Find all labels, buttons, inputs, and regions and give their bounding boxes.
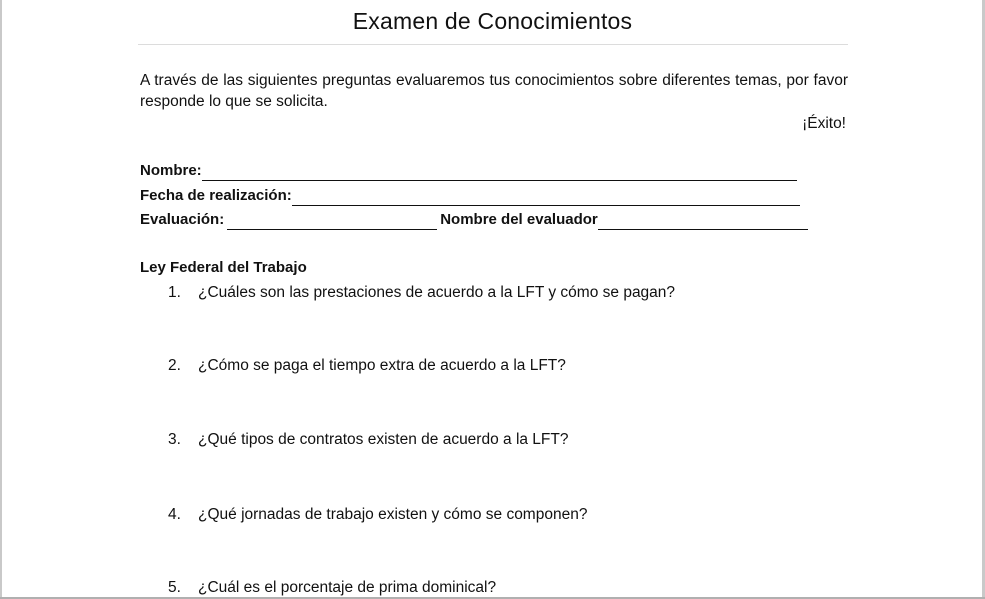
evaluacion-field <box>140 209 808 230</box>
evaluacion-label: Evaluación: <box>140 211 225 228</box>
page-left-edge <box>0 0 2 599</box>
evaluador-blank-line[interactable] <box>598 212 808 230</box>
question-item <box>168 506 587 524</box>
evaluacion-blank-line[interactable] <box>227 212 437 230</box>
question-number: 4. <box>168 506 181 523</box>
section-heading: Ley Federal del Trabajo <box>140 259 307 276</box>
question-item <box>168 357 566 375</box>
question-text: ¿Cuáles son las prestaciones de acuerdo a la LFT y cómo se pagan? <box>198 284 676 301</box>
question-number: 1. <box>168 284 181 301</box>
question-text: ¿Cuál es el porcentaje de prima dominical? <box>198 579 497 596</box>
fecha-blank-line[interactable] <box>292 188 800 206</box>
nombre-label: Nombre: <box>140 162 202 179</box>
closing-text: ¡Éxito! <box>802 115 846 132</box>
nombre-field <box>140 160 797 181</box>
question-item <box>168 284 675 302</box>
question-number: 3. <box>168 431 181 448</box>
question-text: ¿Qué tipos de contratos existen de acuerdo a la LFT? <box>198 431 569 448</box>
question-item <box>168 431 569 449</box>
nombre-blank-line[interactable] <box>202 163 797 181</box>
evaluador-label: Nombre del evaluador <box>440 211 598 228</box>
fecha-field <box>140 185 800 206</box>
question-item <box>168 579 496 597</box>
title-divider <box>138 44 848 45</box>
question-number: 2. <box>168 357 181 374</box>
intro-paragraph: A través de las siguientes preguntas evaluaremos tus conocimientos sobre diferentes temas, por favor responde lo que se solicita. <box>140 72 848 110</box>
question-number: 5. <box>168 579 181 596</box>
document-title: Examen de Conocimientos <box>352 8 633 34</box>
question-text: ¿Cómo se paga el tiempo extra de acuerdo a la LFT? <box>198 357 566 374</box>
question-text: ¿Qué jornadas de trabajo existen y cómo se componen? <box>198 506 588 523</box>
fecha-label: Fecha de realización: <box>140 187 292 204</box>
